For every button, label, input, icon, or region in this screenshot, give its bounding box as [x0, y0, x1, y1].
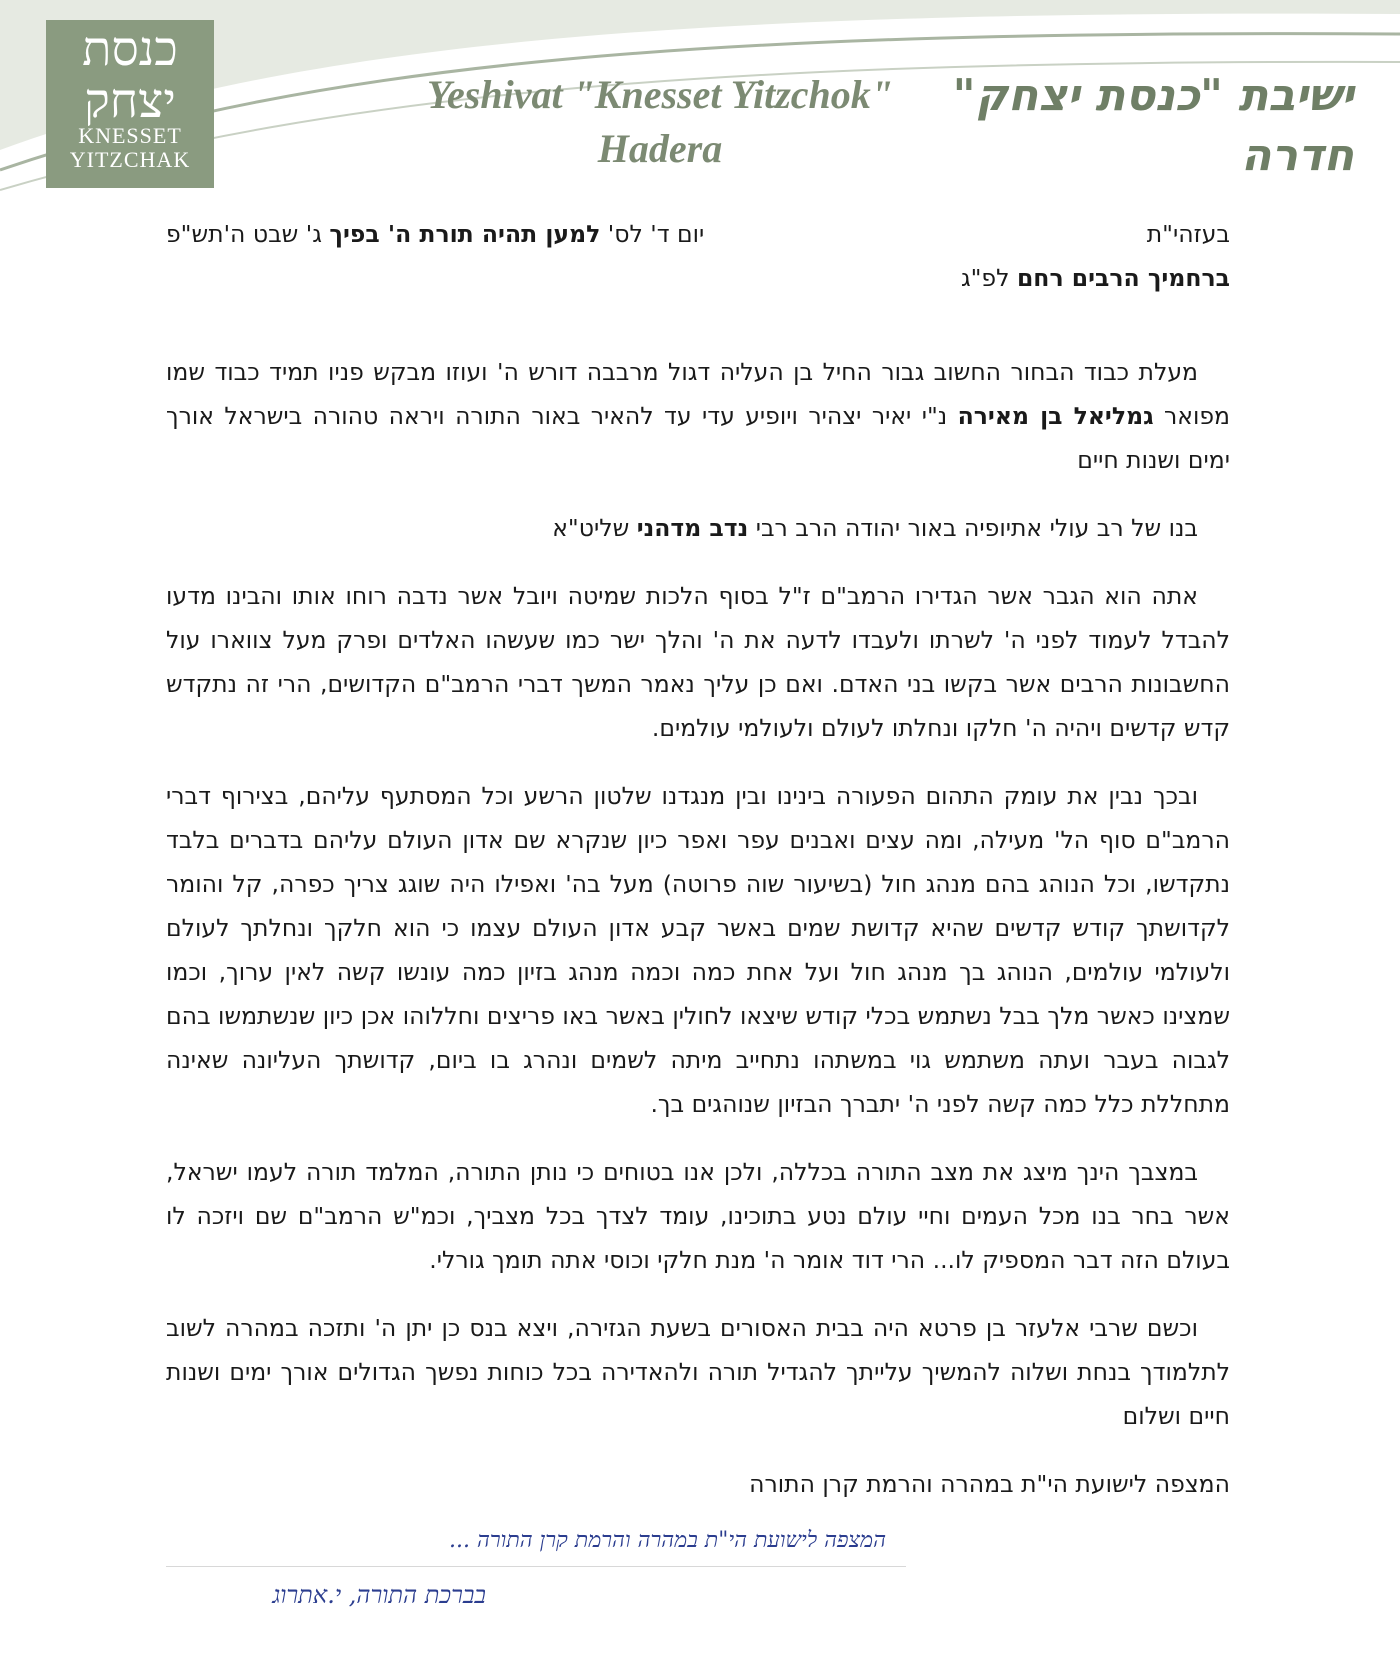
english-yeshiva-name: Yeshivat "Knesset Yitzchok"	[427, 72, 893, 117]
date-verse: למען תהיה תורת ה' בפיך	[329, 220, 601, 248]
handwritten-signature	[166, 1516, 906, 1666]
hebrew-city: חדרה	[1241, 130, 1354, 181]
p1-part1: מעלת כבוד הבחור החשוב גבור החיל בן העליה דגול מרבבה דורש ה' ועוזו מבקש פניו תמיד כבוד שמו מפואר	[166, 358, 1231, 430]
dateline	[166, 212, 1230, 256]
logo-hebrew-line2: יצחק	[84, 73, 176, 129]
logo-hebrew-line1: כנסת	[82, 21, 178, 77]
paragraph-father	[166, 506, 1230, 550]
signature-line2: בברכת התורה, י.אתרוג	[272, 1581, 486, 1609]
father-name: נדב מדהני	[636, 514, 749, 542]
yeshiva-logo	[46, 20, 214, 188]
hebrew-yeshiva-name: ישיבת "כנסת יצחק"	[952, 70, 1354, 121]
paragraph-kedusha: ובכך נבין את עומק התהום הפעורה בינינו ובין מנגדנו שלטון הרשע וכל המסתעף עליהם, בצירוף דברי הרמב"ם סוף הל' מעילה, ומה עצים ואבנים עפר ואפר כיון שנקרא שם אדון העולם עליהם בדברים בלבד נתקדשו, וכל הנוהג בהם מנהג חול (בשיעור שוה פרוטה) מעל בה' ואפילו היה שוגג צריך כפרה, קל והומר לקדושתך קודש קדשים שהיא קדושת שמים באשר קבע אדון העולם עצמו כי הוא חלקך ונחלתך לעולם ולעולמי עולמים, הנוהג בך מנהג חול ועל אחת כמה וכמה מנהג בזיון כמה עונשו קשה לאין ערוך, וכמו שמצינו כאשר מלך בבל נשתמש בכלי קודש שיצאו לחולין באשר באו פריצים וחללוהו אכן כיון שנשתמשו בהם לגבוה בעבר ועתה משתמש גוי במשתהו נתחייב מיתה לשמים ונהרג בו ביום, קדושתך העליונה שאינה מתחללת כלל כמה קשה לפני ה' יתברך הבזיון שנוהגים בך.	[166, 782, 1230, 1118]
paragraph-salutation	[166, 350, 1230, 482]
recipient-name: גמליאל בן מאירה	[957, 402, 1154, 430]
p1-part2: נ"י יאיר יצהיר ויופיע עדי עד להאיר באור התורה ויראה טהורה בישראל אורך ימים ושנות חיים	[166, 402, 1230, 474]
paragraph-blessing: וכשם שרבי אלעזר בן פרטא היה בבית האסורים בשעת הגזירה, ויצא בנס כן יתן ה' ותזכה במהרה לשוב לתלמודך בנחת ושלוה להמשיך עלייתך להגדיל תורה ולהאדירה בכל כוחות נפשך הגדולים אורך ימים ושנות חיים ושלום	[166, 1314, 1230, 1430]
paragraph-rambam: אתה הוא הגבר אשר הגדירו הרמב"ם ז"ל בסוף הלכות שמיטה ויובל אשר נדבה רוחו אותו והבינו מדעו להבדל לעמוד לפני ה' לשרתו ולעבדו לדעה את ה' והלך ישר כמו שעשהו האלדים ופרק מעל צווארו עול החשבונות הרבים אשר בקשו בני האדם. ואם כן עליך נאמר המשך דברי הרמב"ם הקדושים, הרי זה נתקדש קדש קדשים ויהיה ה' חלקו ונחלתו לעולם ולעולמי עולמים.	[166, 582, 1230, 742]
hebrew-header	[934, 66, 1354, 186]
logo-latin-line2: YITZCHAK	[69, 147, 191, 172]
letterhead	[0, 0, 1400, 200]
letter-body	[166, 212, 1230, 1506]
closing-line: המצפה לישועת הי"ת במהרה והרמת קרן התורה	[749, 1470, 1230, 1498]
blessing-line	[166, 256, 1230, 300]
p2-part2: שליט"א	[552, 514, 637, 542]
signature-line1: המצפה לישועת הי"ת במהרה והרמת קרן התורה ...	[166, 1516, 906, 1567]
english-header	[420, 68, 900, 176]
logo-latin-line1: KNESSET	[78, 123, 182, 148]
p2-part1: בנו של רב עולי אתיופיה באור יהודה הרב רבי	[748, 514, 1198, 542]
letter-date	[166, 212, 704, 256]
blessing-suffix: לפ"ג	[960, 264, 1017, 292]
date-prefix: יום ד' לס'	[600, 220, 705, 248]
blessing-bold: ברחמיך הרבים רחם	[1016, 264, 1230, 292]
date-suffix: ג' שבט ה'תש"פ	[166, 220, 330, 248]
paragraph-torah: במצבך הינך מיצג את מצב התורה בכללה, ולכן אנו בטוחים כי נותן התורה, המלמד תורה לעמו ישראל, אשר בחר בנו מכל העמים וחיי עולם נטע בתוכינו, עומד לצדך בכל מצביך, וכמ"ש הרמב"ם שם ויזכה לו בעולם הזה דבר המספיק לו... הרי דוד אומר ה' מנת חלקי וכוסי אתה תומך גורלי.	[166, 1158, 1230, 1274]
bezrat-hashem: בעזהי"ת	[1146, 220, 1230, 248]
english-city: Hadera	[597, 126, 723, 171]
